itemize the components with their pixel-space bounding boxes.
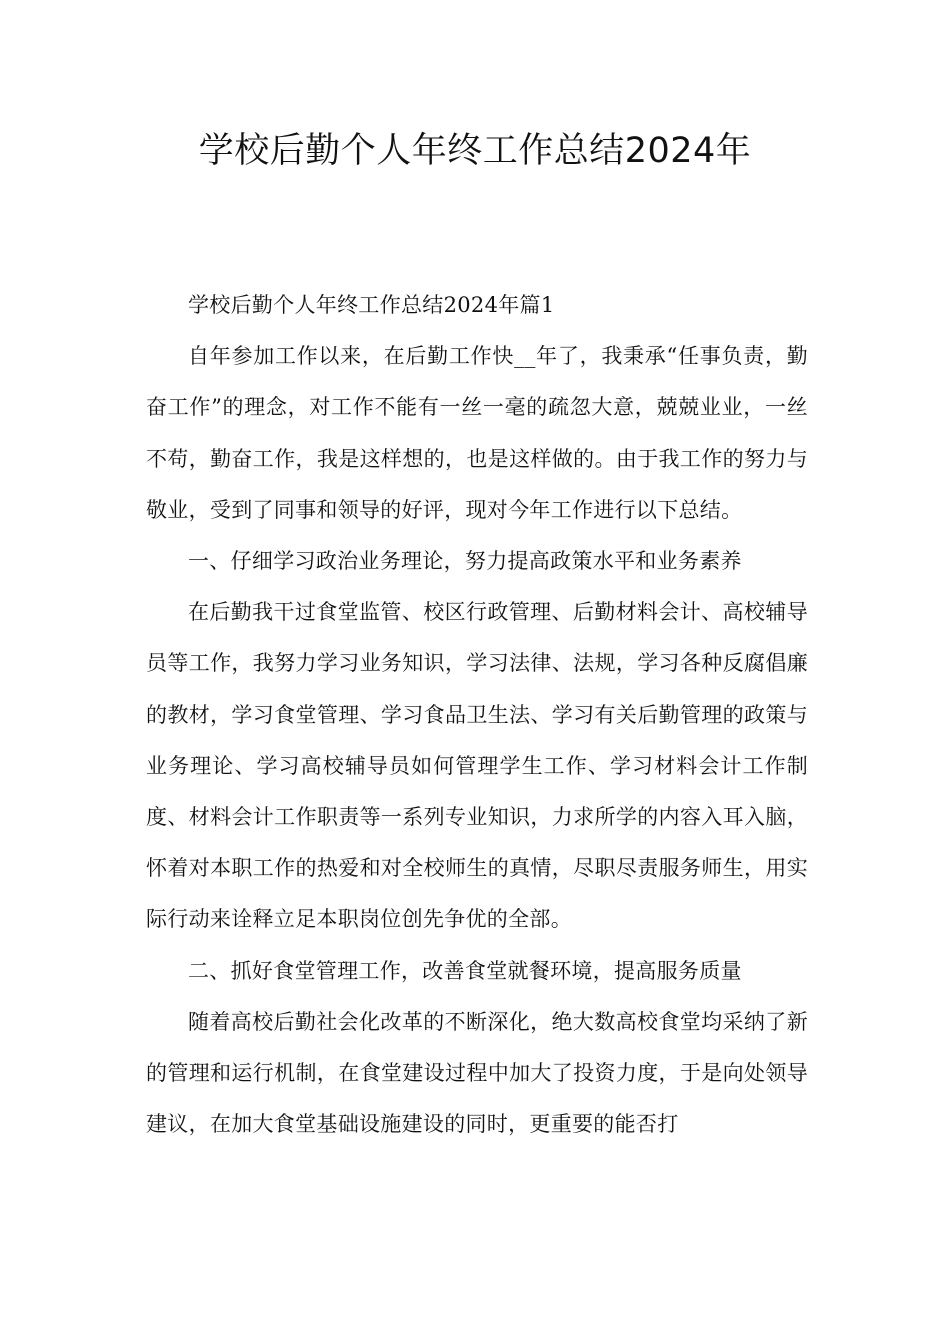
document-body: [146, 280, 808, 1150]
section-heading: 二、抓好食堂管理工作，改善食堂就餐环境，提高服务质量: [188, 958, 742, 983]
body-paragraph: 在后勤我干过食堂监管、校区行政管理、后勤材料会计、高校辅导员等工作，我努力学习业务知识，学习法律、法规，学习各种反腐倡廉的教材，学习食堂管理、学习食品卫生法、学习有关后勤管理的政策与业务理论、学习高校辅导员如何管理学生工作、学习材料会计工作制度、材料会计工作职责等一系列专业知识，力求所学的内容入耳入脑，怀着对本职工作的热爱和对全校师生的真情，尽职尽责服务师生，用实际行动来诠释立足本职岗位创先争优的全部。: [146, 600, 808, 932]
body-paragraph: 随着高校后勤社会化改革的不断深化，绝大数高校食堂均采纳了新的管理和运行机制，在食堂建设过程中加大了投资力度，于是向处领导建议，在加大食堂基础设施建设的同时，更重要的能否打: [146, 1009, 808, 1137]
section-heading: 学校后勤个人年终工作总结2024年篇1: [188, 293, 555, 317]
section-heading: 一、仔细学习政治业务理论，努力提高政策水平和业务素养: [188, 549, 742, 574]
body-paragraph: 自年参加工作以来，在后勤工作快__年了，我秉承“任事负责，勤奋工作”的理念，对工作不能有一丝一毫的疏忽大意，兢兢业业，一丝不苟，勤奋工作，我是这样想的，也是这样做的。由于我工作的努力与敬业，受到了同事和领导的好评，现对今年工作进行以下总结。: [146, 344, 808, 522]
document-title: 学校后勤个人年终工作总结2024年: [198, 131, 752, 171]
